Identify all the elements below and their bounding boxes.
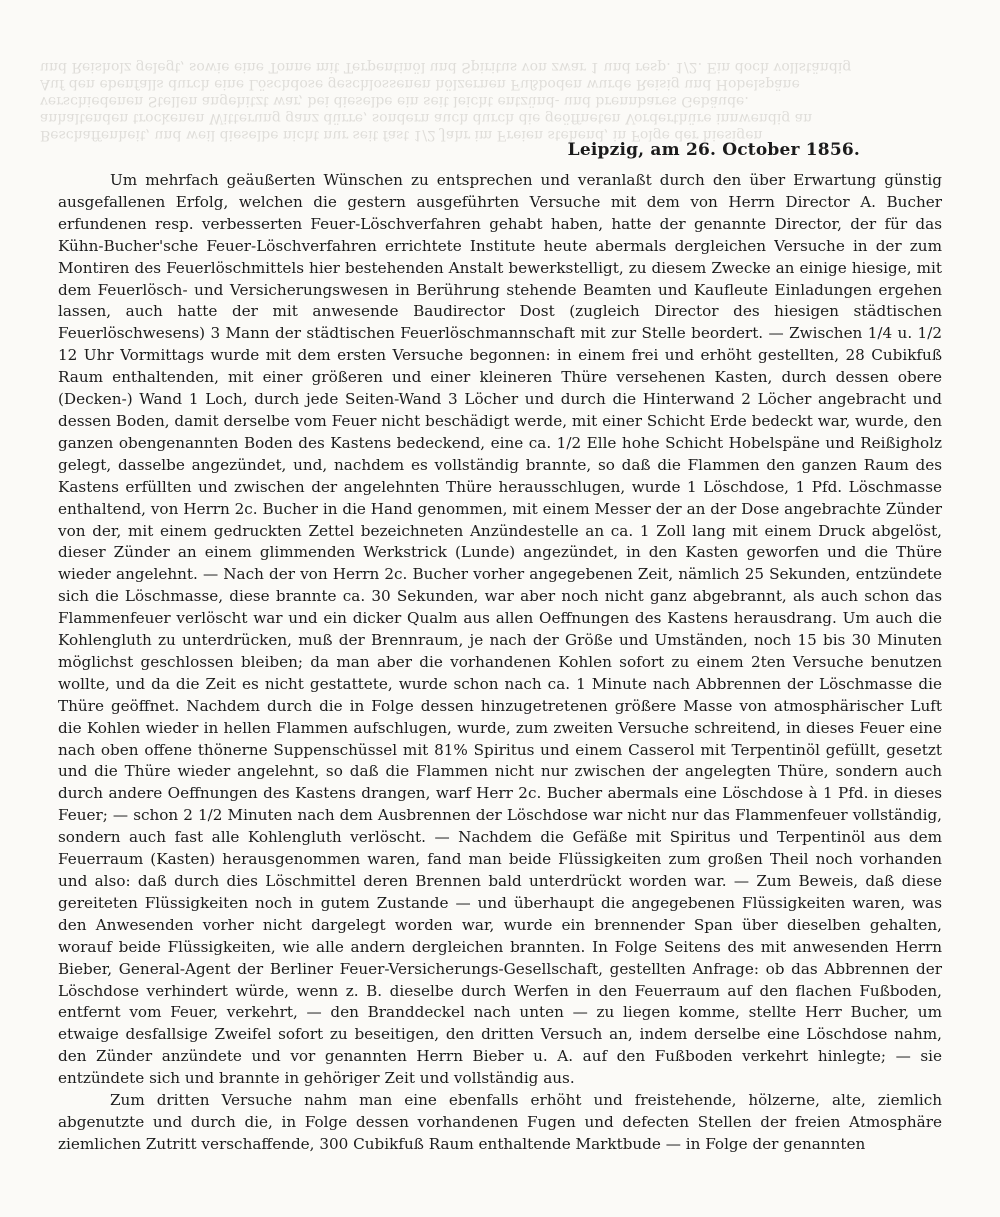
bleed-line: und Reisholz gelegt, sowie eine Tonne mit Terpentinöl und Spiritus von zwar 1 und resp. 1/2. Ein doch vollständig — [40, 59, 852, 75]
bleed-line: Auf den ebenfalls durch eine Löschdose geschlossenen hölzernen Fußboden wurde Reisig und Hobelspäne — [40, 76, 800, 92]
dateline: Leipzig, am 26. October 1856. — [567, 140, 860, 160]
bleed-line: anhaltenden trockenen Witterung ganz dürre, sondern auch durch die geöffneten Vorderthüre innwendig an — [40, 110, 813, 126]
bleed-through-text — [40, 58, 980, 143]
document-page — [58, 140, 942, 1156]
body-paragraph-2: Zum dritten Versuche nahm man eine ebenfalls erhöht und freistehende, hölzerne, alte, ziemlich abgenutzte und durch die, in Folge dessen vorhandenen Fugen und defecten Stellen der freien Atmosphäre ziemlichen Zutritt verschaffende, 300 Cubikfuß Raum enthaltende Marktbude — in Folge der genannten — [58, 1091, 942, 1153]
body-paragraph-1: Um mehrfach geäußerten Wünschen zu entsprechen und veranlaßt durch den über Erwartung günstig ausgefallenen Erfolg, welchen die gestern ausgeführten Versuche mit dem von Herrn Director A. Bucher erfundenen resp. verbesserten Feuer-Löschverfahren gehabt haben, hatte der genannte Director, der für das Kühn-Bucher'sche Feuer-Löschverfahren errichtete Institute heute abermals dergleichen Versuche in der zum Montiren des Feuerlöschmittels hier bestehenden Anstalt bewerkstelligt, zu diesem Zwecke an einige hiesige, mit dem Feuerlösch- und Versicherungswesen in Berührung stehende Beamten und Kaufleute Einladungen ergehen lassen, auch hatte der mit anwesende Baudirector Dost (zugleich Director des hiesigen städtischen Feuerlöschwesens) 3 Mann der städtischen Feuerlöschmannschaft mit zur Stelle beordert. — Zwischen 1/4 u. 1/2 12 Uhr Vormittags wurde mit dem ersten Versuche begonnen: in einem frei und erhöht gestellten, 28 Cubikfuß Raum enthaltenden, mit einer größeren und einer kleineren Thüre versehenen Kasten, durch dessen obere (Decken-) Wand 1 Loch, durch jede Seiten-Wand 3 Löcher und durch die Hinterwand 2 Löcher angebracht und dessen Boden, damit derselbe vom Feuer nicht beschädigt werde, mit einer Schicht Erde bedeckt war, wurde, den ganzen obengenannten Boden des Kastens bedeckend, eine ca. 1/2 Elle hohe Schicht Hobelspäne und Reißigholz gelegt, dasselbe angezündet, und, nachdem es vollständig brannte, so daß die Flammen den ganzen Raum des Kastens erfüllten und zwischen der angelehnten Thüre herausschlugen, wurde 1 Löschdose, 1 Pfd. Löschmasse enthaltend, von Herrn 2c. Bucher in die Hand genommen, mit einem Messer der an der Dose angebrachte Zünder von der, mit einem gedruckten Zettel bezeichneten Anzündestelle an ca. 1 Zoll lang mit einem Druck abgelöst, dieser Zünder an einem glimmenden Werkstrick (Lunde) angezündet, in den Kasten geworfen und die Thüre wieder angelehnt. — Nach der von Herrn 2c. Bucher vorher angegebenen Zeit, nämlich 25 Sekunden, entzündete sich die Löschmasse, diese brannte ca. 30 Sekunden, war aber noch nicht ganz abgebrannt, als auch schon das Flammenfeuer verlöscht war und ein dicker Qualm aus allen Oeffnungen des Kastens herausdrang. Um auch die Kohlengluth zu unterdrücken, muß der Brennraum, je nach der Größe und Umständen, noch 15 bis 30 Minuten möglichst geschlossen bleiben; da man aber die vorhandenen Kohlen sofort zu einem 2ten Versuche benutzen wollte, und da die Zeit es nicht gestattete, wurde schon nach ca. 1 Minute nach Abbrennen der Löschmasse die Thüre geöffnet. Nachdem durch die in Folge dessen hinzugetretenen größere Masse von atmosphärischer Luft die Kohlen wieder in hellen Flammen aufschlugen, wurde, zum zweiten Versuche schreitend, in dieses Feuer eine nach oben offene thönerne Suppenschüssel mit 81% Spiritus und einem Casserol mit Terpentinöl gefüllt, gesetzt und die Thüre wieder angelehnt, so daß die Flammen nicht nur zwischen der angelegten Thüre, sondern auch durch andere Oeffnungen des Kastens drangen, warf Herr 2c. Bucher abermals eine Löschdose à 1 Pfd. in dieses Feuer; — schon 2 1/2 Minuten nach dem Ausbrennen der Löschdose war nicht nur das Flammenfeuer vollständig, sondern auch fast alle Kohlengluth verlöscht. — Nachdem die Gefäße mit Spiritus und Terpentinöl aus dem Feuerraum (Kasten) herausgenommen waren, fand man beide Flüssigkeiten zum großen Theil noch vorhanden und also: daß durch dies Löschmittel deren Brennen bald unterdrückt worden war. — Zum Beweis, daß diese gereiteten Flüssigkeiten noch in gutem Zustande — und überhaupt die angegebenen Flüssigkeiten waren, was den Anwesenden vorher nicht dargelegt worden war, wurde ein brennender Span über dieselben gehalten, worauf beide Flüssigkeiten, wie alle andern dergleichen brannten. In Folge Seitens des mit anwesenden Herrn Bieber, General-Agent der Berliner Feuer-Versicherungs-Gesellschaft, gestellten Anfrage: ob das Abbrennen der Löschdose verhindert würde, wenn z. B. dieselbe durch Werfen in den Feuerraum auf den flachen Fußboden, entfernt vom Feuer, verkehrt, — den Branddeckel nach unten — zu liegen komme, stellte Herr Bucher, um etwaige desfallsige Zweifel sofort zu beseitigen, den dritten Versuch an, indem derselbe eine Löschdose nahm, den Zünder anzündete und vor genannten Herrn Bieber u. A. auf den Fußboden verkehrt hinlegte; — sie entzündete sich und brannte in gehöriger Zeit und vollständig aus. — [58, 171, 942, 1088]
bleed-line: Beschaffenheit, und weil dieselbe nicht nur seit fast 1/2 Jahr im Freien stehend, in Folge der hiesigen — [40, 127, 763, 143]
bleed-line: verschiedenen Stellen angehitzt war, bei dieselbe ein seit leicht entzünd- und brennbares Gebäude. — [40, 93, 749, 109]
